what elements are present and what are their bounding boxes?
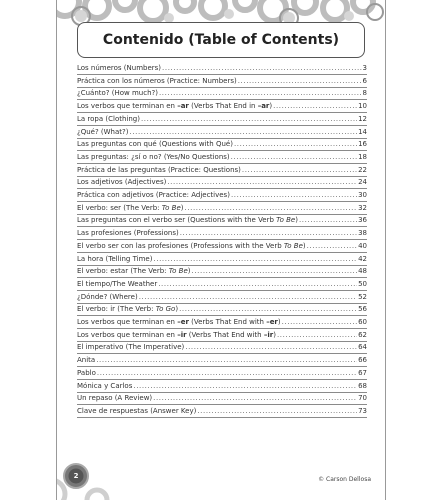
toc-entry-title bbox=[77, 280, 157, 288]
toc-entry-title-part: Las preguntas: ¿sí o no? (Yes/No Questions) bbox=[77, 152, 230, 161]
toc-entry-title-part: El tiempo/The Weather bbox=[77, 279, 158, 288]
toc-entry-title bbox=[77, 115, 140, 123]
toc-entry bbox=[77, 380, 367, 392]
toc-entry bbox=[77, 214, 367, 226]
toc-entry bbox=[77, 240, 367, 252]
document-page bbox=[56, 0, 386, 500]
toc-leader-dots bbox=[234, 140, 357, 148]
toc-page-number: 68 bbox=[358, 381, 367, 390]
toc-page-number: 18 bbox=[358, 152, 367, 161]
toc-leader-dots bbox=[282, 318, 357, 326]
toc-entry-title-part: Las preguntas con qué (Questions with Qué) bbox=[77, 140, 233, 149]
toc-entry-title-part: To Be bbox=[283, 241, 303, 250]
toc-entry-title-part: Anita bbox=[77, 356, 96, 365]
toc-entry-title-part: To Be bbox=[276, 216, 296, 225]
toc-entry-title-part: To Be bbox=[168, 267, 188, 276]
toc-entry-title-part: Un repaso (A Review) bbox=[77, 394, 153, 403]
toc-page-number: 56 bbox=[358, 305, 367, 314]
toc-page-number: 14 bbox=[358, 127, 367, 136]
toc-entry-title bbox=[77, 394, 152, 402]
footer-decoration bbox=[57, 448, 385, 500]
toc-entry-title bbox=[77, 229, 179, 237]
toc-page-number: 36 bbox=[358, 216, 367, 225]
toc-entry-title-part: Pablo bbox=[77, 368, 96, 377]
toc-leader-dots bbox=[273, 102, 357, 110]
toc-page-number: 48 bbox=[358, 267, 367, 276]
toc-entry-title bbox=[77, 64, 161, 72]
toc-entry bbox=[77, 303, 367, 315]
toc-entry-title bbox=[77, 178, 166, 186]
toc-leader-dots bbox=[299, 216, 357, 224]
toc-entry-title-part: –er bbox=[266, 318, 278, 326]
toc-page-number: 22 bbox=[358, 165, 367, 174]
toc-leader-dots bbox=[192, 267, 358, 275]
toc-entry-title-part: El verbo: estar (The Verb: bbox=[77, 267, 169, 276]
toc-entry-title-part: –ir bbox=[263, 330, 274, 339]
toc-page-number: 32 bbox=[358, 203, 367, 212]
toc-entry-title-part: ¿Cuánto? (How much?) bbox=[77, 89, 158, 98]
toc-entry-title bbox=[77, 255, 152, 263]
toc-entry bbox=[77, 392, 367, 404]
toc-leader-dots bbox=[307, 242, 357, 250]
toc-page-number: 40 bbox=[358, 241, 367, 250]
toc-entry-title-part: ¿Qué? (What?) bbox=[77, 127, 129, 136]
toc-entry-title-part: Las profesiones (Professions) bbox=[77, 229, 179, 238]
toc-entry bbox=[77, 367, 367, 379]
toc-leader-dots bbox=[277, 331, 357, 339]
toc-entry bbox=[77, 265, 367, 277]
toc-entry-title bbox=[77, 267, 191, 275]
toc-entry bbox=[77, 405, 367, 417]
toc-entry-title-part: ) bbox=[180, 203, 184, 212]
toc-entry bbox=[77, 278, 367, 290]
toc-entry-title-part: (Verbs That End with bbox=[186, 330, 264, 339]
toc-entry-title bbox=[77, 216, 298, 224]
toc-leader-dots bbox=[197, 407, 357, 415]
toc-entry-title bbox=[77, 204, 183, 212]
toc-page-number: 3 bbox=[362, 64, 367, 72]
title-box bbox=[77, 22, 365, 58]
toc-leader-dots bbox=[159, 89, 362, 97]
toc-entry bbox=[77, 341, 367, 353]
toc-page-number: 24 bbox=[358, 178, 367, 187]
toc-entry-title-part: Práctica de las preguntas (Practice: Questions) bbox=[77, 165, 241, 174]
toc-entry-title-part: –ar bbox=[257, 102, 270, 111]
toc-page-number: 8 bbox=[362, 89, 367, 98]
toc-page-number: 64 bbox=[358, 343, 367, 352]
toc-entry-title bbox=[77, 331, 276, 339]
toc-entry bbox=[77, 253, 367, 265]
toc-entry-title-part: ) bbox=[273, 330, 276, 339]
toc-entry bbox=[77, 62, 367, 74]
toc-page-number: 12 bbox=[358, 114, 367, 123]
toc-page-number: 38 bbox=[358, 229, 367, 238]
toc-entry-title bbox=[77, 242, 306, 250]
toc-entry-title-part: ) bbox=[269, 102, 273, 111]
toc-entry-title-part: El verbo: ser (The Verb: bbox=[77, 203, 162, 212]
toc-entry bbox=[77, 316, 367, 328]
toc-leader-dots bbox=[96, 356, 357, 364]
toc-page-number: 60 bbox=[358, 318, 367, 326]
toc-entry-title-part: Los verbos que terminan en bbox=[77, 318, 178, 326]
toc-page-number: 42 bbox=[358, 254, 367, 263]
toc-leader-dots bbox=[242, 166, 357, 174]
toc-entry bbox=[77, 202, 367, 214]
toc-page-number: 16 bbox=[358, 140, 367, 149]
toc-leader-dots bbox=[133, 382, 357, 390]
toc-entry bbox=[77, 176, 367, 188]
toc-entry-title-part: Los números (Numbers) bbox=[77, 64, 162, 72]
toc-entry-title-part: Mónica y Carlos bbox=[77, 381, 133, 390]
toc-entry-title-part: ) bbox=[295, 216, 298, 225]
toc-entry bbox=[77, 164, 367, 176]
toc-entry bbox=[77, 126, 367, 138]
toc-entry-title bbox=[77, 153, 230, 161]
toc-page-number: 50 bbox=[358, 279, 367, 288]
toc-entry-title bbox=[77, 293, 138, 301]
toc-leader-dots bbox=[231, 153, 357, 161]
toc-entry-title bbox=[77, 166, 241, 174]
toc-entry-title-part: El verbo: ir (The Verb: bbox=[77, 305, 156, 314]
toc-entry-title-part: ) bbox=[277, 318, 281, 326]
toc-entry bbox=[77, 354, 367, 366]
toc-entry-title-part: El verbo ser con las profesiones (Professions with the Verb bbox=[77, 241, 284, 250]
toc-entry-title-part: Práctica con adjetivos (Practice: Adjectives) bbox=[77, 191, 230, 199]
toc-page-number: 66 bbox=[358, 356, 367, 365]
toc-leader-dots bbox=[97, 369, 357, 377]
toc-entry-title bbox=[77, 128, 128, 136]
toc-leader-dots bbox=[238, 77, 362, 85]
toc-entry-title bbox=[77, 382, 132, 390]
toc-page-number: 62 bbox=[358, 330, 367, 339]
toc-separator bbox=[77, 417, 367, 418]
toc-entry-title bbox=[77, 318, 281, 326]
toc-leader-dots bbox=[180, 229, 357, 237]
toc-leader-dots bbox=[185, 343, 357, 351]
toc-entry bbox=[77, 329, 367, 341]
toc-entry-title bbox=[77, 407, 196, 415]
toc-leader-dots bbox=[141, 115, 357, 123]
toc-leader-dots bbox=[153, 255, 357, 263]
toc-entry-title-part: (Verbs That End with bbox=[188, 318, 267, 326]
toc-entry-title-part: –er bbox=[177, 318, 189, 326]
toc-leader-dots bbox=[158, 280, 357, 288]
toc-page-number: 6 bbox=[362, 76, 367, 85]
toc-leader-dots bbox=[162, 64, 361, 72]
toc-entry bbox=[77, 75, 367, 87]
toc-entry bbox=[77, 189, 367, 201]
toc-entry-title-part: ) bbox=[175, 305, 179, 314]
toc-entry-title-part: ) bbox=[187, 267, 191, 276]
toc-entry-title-part: Los verbos que terminan en bbox=[77, 102, 178, 111]
toc-entry-title bbox=[77, 102, 272, 110]
toc-entry bbox=[77, 227, 367, 239]
toc-leader-dots bbox=[184, 204, 357, 212]
copyright-notice: © Carson Dellosa bbox=[318, 476, 371, 483]
toc-entry-title-part: To Go bbox=[155, 305, 176, 314]
page-title: Contenido (Table of Contents) bbox=[102, 32, 340, 48]
toc-entry bbox=[77, 87, 367, 99]
toc-entry-title-part: To Be bbox=[161, 203, 181, 212]
toc-page-number: 67 bbox=[358, 368, 367, 377]
toc-page-number: 70 bbox=[358, 394, 367, 403]
toc-entry-title bbox=[77, 369, 96, 377]
toc-entry bbox=[77, 100, 367, 112]
toc-entry-title-part: ) bbox=[302, 241, 306, 250]
page-number: 2 bbox=[73, 472, 79, 480]
toc-page-number: 52 bbox=[358, 292, 367, 301]
toc-entry-title-part: Los verbos que terminan en bbox=[77, 330, 178, 339]
toc-leader-dots bbox=[139, 293, 357, 301]
toc-entry bbox=[77, 151, 367, 163]
toc-entry-title-part: –ir bbox=[177, 330, 187, 339]
toc-entry-title-part: La ropa (Clothing) bbox=[77, 114, 140, 123]
toc-entry-title bbox=[77, 140, 233, 148]
toc-entry-title bbox=[77, 77, 237, 85]
toc-leader-dots bbox=[231, 191, 357, 199]
toc-entry-title-part: Las preguntas con el verbo ser (Questions with the Verb bbox=[77, 216, 277, 225]
toc-leader-dots bbox=[179, 305, 357, 313]
toc-entry-title-part: La hora (Telling Time) bbox=[77, 254, 153, 263]
toc-page-number: 30 bbox=[358, 191, 367, 199]
toc-entry-title bbox=[77, 356, 95, 364]
toc-leader-dots bbox=[167, 178, 357, 186]
toc-entry-title-part: ¿Dónde? (Where) bbox=[77, 292, 138, 301]
toc-entry-title-part: –ar bbox=[177, 102, 189, 111]
toc-entry-title-part: Práctica con los números (Practice: Numbers) bbox=[77, 76, 237, 85]
toc-entry-title-part: Los adjetivos (Adjectives) bbox=[77, 178, 167, 187]
toc-leader-dots bbox=[153, 394, 357, 402]
toc-page-number: 10 bbox=[358, 102, 367, 111]
toc-entry-title bbox=[77, 305, 178, 313]
toc-entry-title bbox=[77, 191, 230, 199]
toc-entry bbox=[77, 291, 367, 303]
toc-entry-title bbox=[77, 343, 184, 351]
toc-entry-title bbox=[77, 89, 158, 97]
toc-entry bbox=[77, 113, 367, 125]
toc-entry-title-part: (Verbs That End in bbox=[188, 102, 258, 111]
toc-leader-dots bbox=[129, 128, 357, 136]
toc-entry-title-part: El imperativo (The Imperative) bbox=[77, 343, 185, 352]
toc-page-number: 73 bbox=[358, 406, 367, 415]
toc-entry bbox=[77, 138, 367, 150]
toc-entry-title-part: Clave de respuestas (Answer Key) bbox=[77, 406, 197, 415]
